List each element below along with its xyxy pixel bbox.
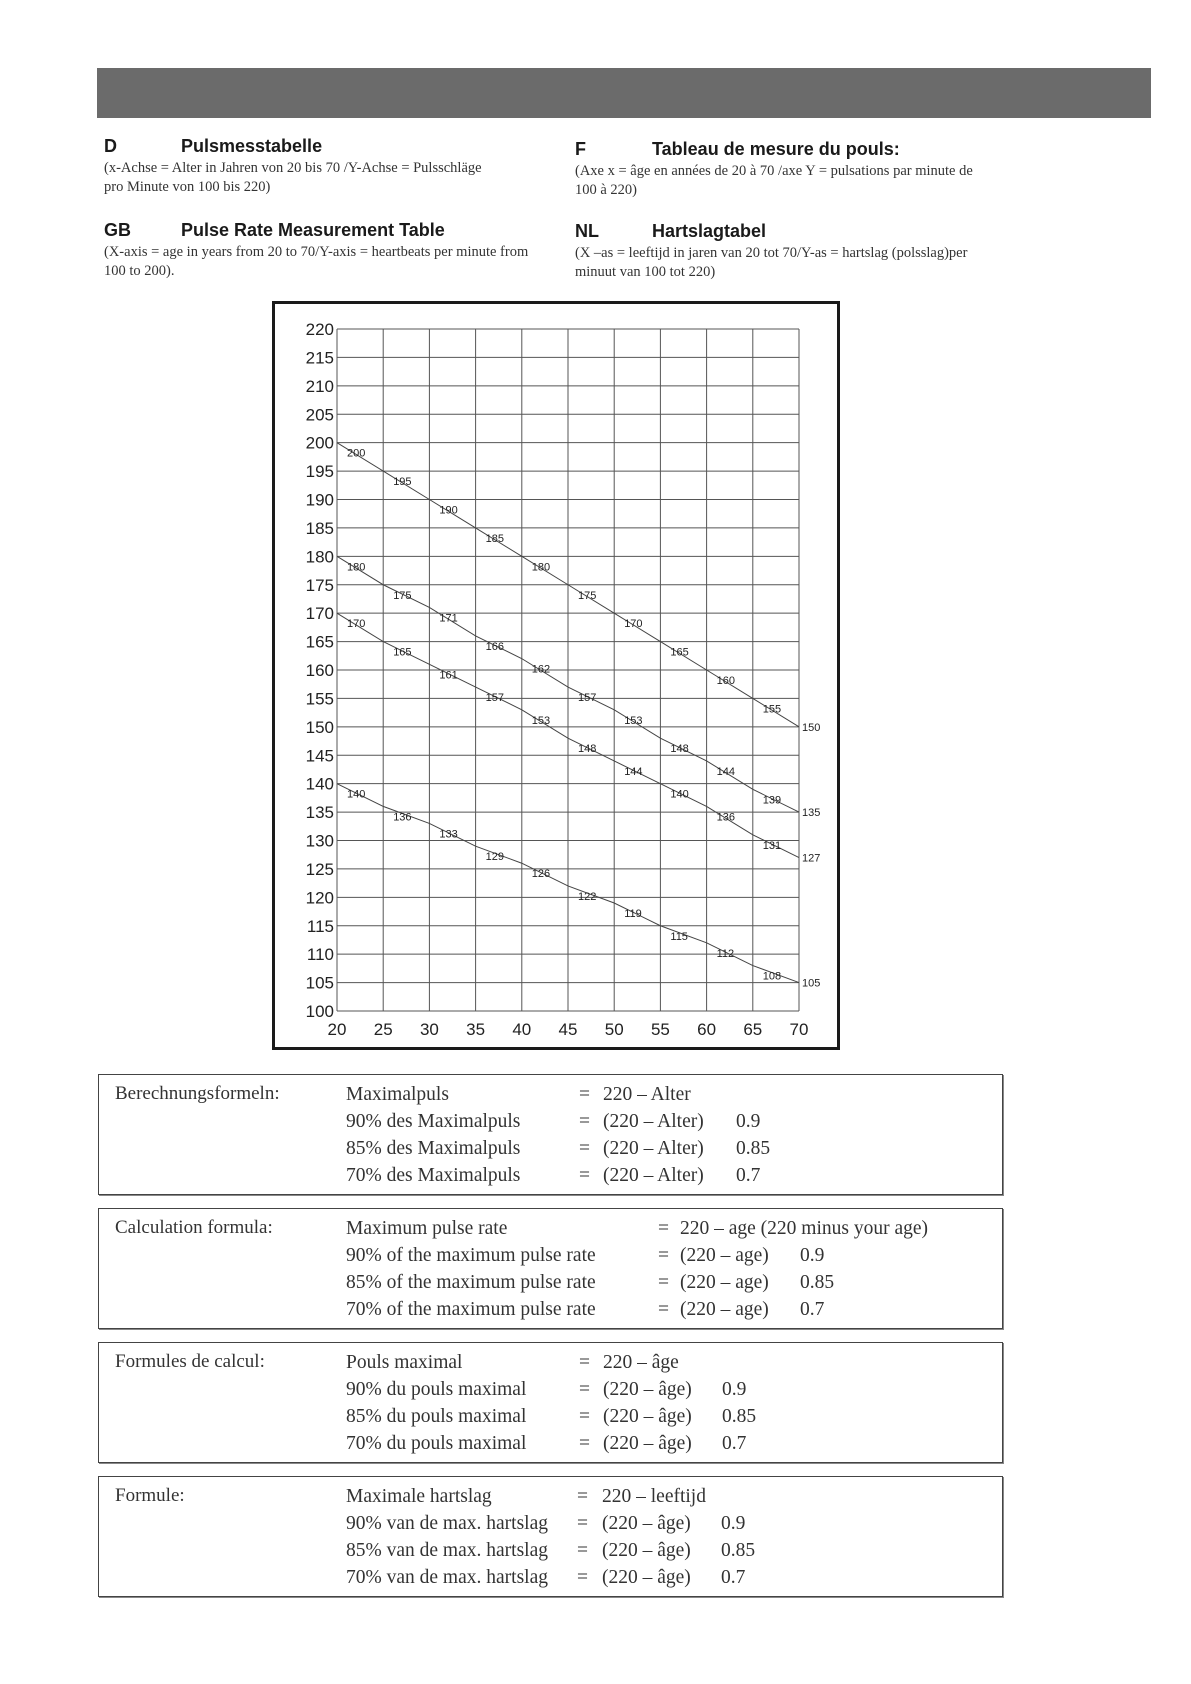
y-tick-label: 215 xyxy=(305,348,334,368)
data-label: 160 xyxy=(716,675,735,687)
formula-expression: (220 – age) xyxy=(680,1299,769,1320)
data-label: 155 xyxy=(762,703,782,716)
section-nl xyxy=(575,221,1045,282)
formula-row xyxy=(346,1537,986,1564)
section-name: Pulsmesstabelle xyxy=(181,136,323,156)
formula-expression: (220 – âge) xyxy=(603,1433,692,1454)
section-gb xyxy=(104,220,574,281)
data-label: 161 xyxy=(439,669,458,682)
x-tick-label: 35 xyxy=(466,1020,486,1039)
data-label: 108 xyxy=(762,970,782,983)
formula-equals: = xyxy=(579,1138,590,1159)
section-name: Hartslagtabel xyxy=(652,221,767,241)
y-tick-label: 150 xyxy=(305,717,334,737)
pulse-chart xyxy=(272,301,840,1050)
formula-box xyxy=(98,1342,1003,1463)
x-tick-label: 70 xyxy=(789,1020,809,1039)
x-tick-label: 20 xyxy=(327,1020,347,1039)
y-tick-label: 220 xyxy=(305,320,334,339)
y-tick-label: 180 xyxy=(305,547,334,567)
formula-equals: = xyxy=(577,1513,588,1534)
data-label: 162 xyxy=(531,663,551,676)
formula-equals: = xyxy=(658,1245,669,1266)
data-label: 136 xyxy=(393,811,412,824)
formula-expression: (220 – âge) xyxy=(603,1406,692,1427)
section-desc: (x-Achse = Alter in Jahren von 20 bis 70 /Y-Achse = Pulsschläge pro Minute von 100 bis 220) xyxy=(104,160,482,195)
data-label: 133 xyxy=(439,828,458,841)
data-label: 139 xyxy=(762,794,782,807)
data-label: 170 xyxy=(347,618,366,631)
y-tick-label: 130 xyxy=(305,831,334,851)
y-tick-label: 195 xyxy=(305,462,334,482)
data-label: 195 xyxy=(393,476,412,489)
section-code: GB xyxy=(104,220,131,240)
y-tick-label: 170 xyxy=(305,604,334,624)
formula-row xyxy=(346,1483,986,1510)
formula-equals: = xyxy=(577,1540,588,1561)
formula-expression: 220 – Alter xyxy=(603,1084,691,1105)
section-desc: (X-axis = age in years from 20 to 70/Y-axis = heartbeats per minute from 100 to 200). xyxy=(104,244,529,279)
formula-row xyxy=(346,1349,986,1376)
formula-equals: = xyxy=(579,1379,590,1400)
formula-term: 70% des Maximalpuls xyxy=(346,1165,521,1186)
section-name: Pulse Rate Measurement Table xyxy=(181,220,445,240)
formula-equals: = xyxy=(579,1165,590,1186)
section-desc: (Axe x = âge en années de 20 à 70 /axe Y = pulsations par minute de 100 à 220) xyxy=(575,163,973,198)
formula-box xyxy=(98,1074,1003,1195)
formula-expression: (220 – âge) xyxy=(602,1567,691,1588)
formula-equals: = xyxy=(579,1433,590,1454)
y-tick-label: 135 xyxy=(305,803,334,823)
formula-expression: 220 – age (220 minus your age) xyxy=(680,1218,929,1239)
formula-term: 85% van de max. hartslag xyxy=(346,1540,548,1561)
formula-factor: 0.9 xyxy=(721,1513,746,1534)
y-tick-label: 205 xyxy=(305,405,334,425)
y-tick-label: 145 xyxy=(305,746,334,766)
formula-term: 90% van de max. hartslag xyxy=(346,1513,548,1534)
formula-term: 70% du pouls maximal xyxy=(346,1433,527,1454)
data-label: 105 xyxy=(802,977,821,990)
y-tick-label: 200 xyxy=(305,433,334,453)
formula-box-label: Formule: xyxy=(115,1485,185,1506)
formula-expression: (220 – age) xyxy=(680,1272,769,1293)
formula-equals: = xyxy=(579,1352,590,1373)
y-tick-label: 160 xyxy=(305,661,334,680)
data-label: 127 xyxy=(802,852,821,865)
y-tick-label: 165 xyxy=(305,632,334,652)
data-label: 136 xyxy=(716,811,735,824)
data-label: 144 xyxy=(716,765,735,778)
formula-equals: = xyxy=(579,1406,590,1427)
formula-equals: = xyxy=(579,1084,590,1105)
y-tick-label: 125 xyxy=(305,859,334,879)
formula-factor: 0.9 xyxy=(800,1245,825,1266)
section-de xyxy=(104,136,574,197)
section-title xyxy=(575,221,1045,243)
section-code: NL xyxy=(575,221,599,241)
formula-factor: 0.7 xyxy=(800,1299,825,1320)
x-tick-label: 55 xyxy=(650,1020,670,1039)
x-tick-label: 50 xyxy=(604,1020,624,1039)
data-label: 180 xyxy=(347,561,366,574)
data-label: 157 xyxy=(485,692,504,705)
data-label: 148 xyxy=(578,743,597,756)
data-label: 122 xyxy=(578,890,597,903)
formula-row xyxy=(346,1403,986,1430)
data-label: 129 xyxy=(485,851,504,864)
data-label: 157 xyxy=(578,692,597,705)
formula-term: 90% of the maximum pulse rate xyxy=(346,1245,596,1266)
y-tick-label: 190 xyxy=(305,490,334,510)
section-title xyxy=(104,136,574,158)
formula-expression: (220 – âge) xyxy=(603,1379,692,1400)
formula-row xyxy=(346,1162,986,1189)
section-title xyxy=(575,139,1045,161)
formula-row xyxy=(346,1215,986,1242)
formula-row xyxy=(346,1081,986,1108)
data-label: 131 xyxy=(762,839,782,852)
data-label: 175 xyxy=(393,589,412,602)
formula-factor: 0.7 xyxy=(721,1567,746,1588)
formula-factor: 0.85 xyxy=(722,1406,757,1427)
formula-term: Maximalpuls xyxy=(346,1084,449,1105)
data-label: 153 xyxy=(531,714,551,727)
section-desc: (X –as = leeftijd in jaren van 20 tot 70/Y-as = hartslag (polsslag)per minuut van 100 tot 220) xyxy=(575,245,968,280)
data-label: 135 xyxy=(802,807,821,820)
y-tick-label: 100 xyxy=(305,1002,334,1021)
formula-row xyxy=(346,1430,986,1457)
data-label: 140 xyxy=(347,788,366,801)
formula-factor: 0.9 xyxy=(736,1111,761,1132)
formula-expression: 220 – leeftijd xyxy=(602,1486,706,1507)
formula-row xyxy=(346,1296,986,1323)
data-label: 200 xyxy=(347,447,366,460)
data-label: 165 xyxy=(670,646,689,659)
formula-term: 85% des Maximalpuls xyxy=(346,1138,521,1159)
formula-row xyxy=(346,1564,986,1591)
formula-row xyxy=(346,1269,986,1296)
x-tick-label: 65 xyxy=(743,1020,763,1039)
formula-equals: = xyxy=(577,1567,588,1588)
y-tick-label: 210 xyxy=(305,376,334,396)
data-label: 112 xyxy=(716,947,735,960)
formula-term: Pouls maximal xyxy=(346,1352,463,1373)
data-label: 140 xyxy=(670,788,689,801)
formula-term: 70% of the maximum pulse rate xyxy=(346,1299,596,1320)
formula-equals: = xyxy=(658,1272,669,1293)
formula-box xyxy=(98,1208,1003,1329)
formula-row xyxy=(346,1135,986,1162)
formula-term: 85% of the maximum pulse rate xyxy=(346,1272,596,1293)
x-tick-label: 60 xyxy=(697,1020,717,1039)
data-label: 144 xyxy=(624,765,643,778)
formula-factor: 0.85 xyxy=(721,1540,756,1561)
formula-factor: 0.7 xyxy=(736,1165,761,1186)
section-name: Tableau de mesure du pouls: xyxy=(652,139,900,159)
y-tick-label: 175 xyxy=(305,575,334,595)
formula-row xyxy=(346,1376,986,1403)
data-label: 165 xyxy=(393,646,412,659)
x-tick-label: 40 xyxy=(512,1020,532,1039)
formula-term: 70% van de max. hartslag xyxy=(346,1567,548,1588)
formula-box-label: Formules de calcul: xyxy=(115,1351,265,1372)
y-tick-label: 115 xyxy=(306,916,334,936)
data-label: 180 xyxy=(531,561,551,574)
data-label: 185 xyxy=(485,532,504,545)
header-bar xyxy=(97,68,1151,118)
formula-expression: (220 – Alter) xyxy=(603,1111,704,1132)
data-label: 119 xyxy=(624,908,642,921)
formula-term: 85% du pouls maximal xyxy=(346,1406,527,1427)
formula-term: Maximale hartslag xyxy=(346,1486,492,1507)
x-tick-label: 45 xyxy=(558,1020,578,1039)
formula-row xyxy=(346,1108,986,1135)
formula-equals: = xyxy=(658,1218,669,1239)
x-tick-label: 30 xyxy=(419,1020,439,1039)
formula-row xyxy=(346,1242,986,1269)
formula-expression: (220 – age) xyxy=(680,1245,769,1266)
formula-box xyxy=(98,1476,1003,1597)
section-code: F xyxy=(575,139,586,159)
formula-term: 90% du pouls maximal xyxy=(346,1379,527,1400)
formula-row xyxy=(346,1510,986,1537)
formula-factor: 0.7 xyxy=(722,1433,747,1454)
data-label: 170 xyxy=(624,618,643,631)
formula-equals: = xyxy=(658,1299,669,1320)
data-label: 115 xyxy=(670,930,688,943)
formula-term: 90% des Maximalpuls xyxy=(346,1111,521,1132)
data-label: 190 xyxy=(439,504,458,517)
data-label: 175 xyxy=(578,589,597,602)
formula-equals: = xyxy=(577,1486,588,1507)
section-code: D xyxy=(104,136,117,156)
data-label: 150 xyxy=(802,721,821,734)
formula-expression: (220 – âge) xyxy=(602,1540,691,1561)
formula-expression: (220 – âge) xyxy=(602,1513,691,1534)
formula-factor: 0.9 xyxy=(722,1379,747,1400)
y-tick-label: 185 xyxy=(305,518,334,538)
y-tick-label: 105 xyxy=(305,973,334,993)
section-title xyxy=(104,220,574,242)
formula-box-label: Calculation formula: xyxy=(115,1217,273,1238)
x-tick-label: 25 xyxy=(373,1020,393,1039)
formula-factor: 0.85 xyxy=(736,1138,771,1159)
formula-box-label: Berechnungsformeln: xyxy=(115,1083,280,1104)
y-tick-label: 120 xyxy=(305,888,334,908)
data-label: 126 xyxy=(531,868,551,881)
formula-equals: = xyxy=(579,1111,590,1132)
y-tick-label: 110 xyxy=(306,945,334,965)
section-fr xyxy=(575,139,1045,200)
formula-factor: 0.85 xyxy=(800,1272,835,1293)
formula-term: Maximum pulse rate xyxy=(346,1218,508,1239)
formula-expression: (220 – Alter) xyxy=(603,1165,704,1186)
data-label: 166 xyxy=(485,640,504,653)
y-tick-label: 155 xyxy=(305,689,334,709)
formula-expression: 220 – âge xyxy=(603,1352,679,1373)
data-label: 148 xyxy=(670,743,689,756)
data-label: 171 xyxy=(439,612,458,625)
y-tick-label: 140 xyxy=(305,774,334,794)
formula-expression: (220 – Alter) xyxy=(603,1138,704,1159)
data-label: 153 xyxy=(624,714,643,727)
